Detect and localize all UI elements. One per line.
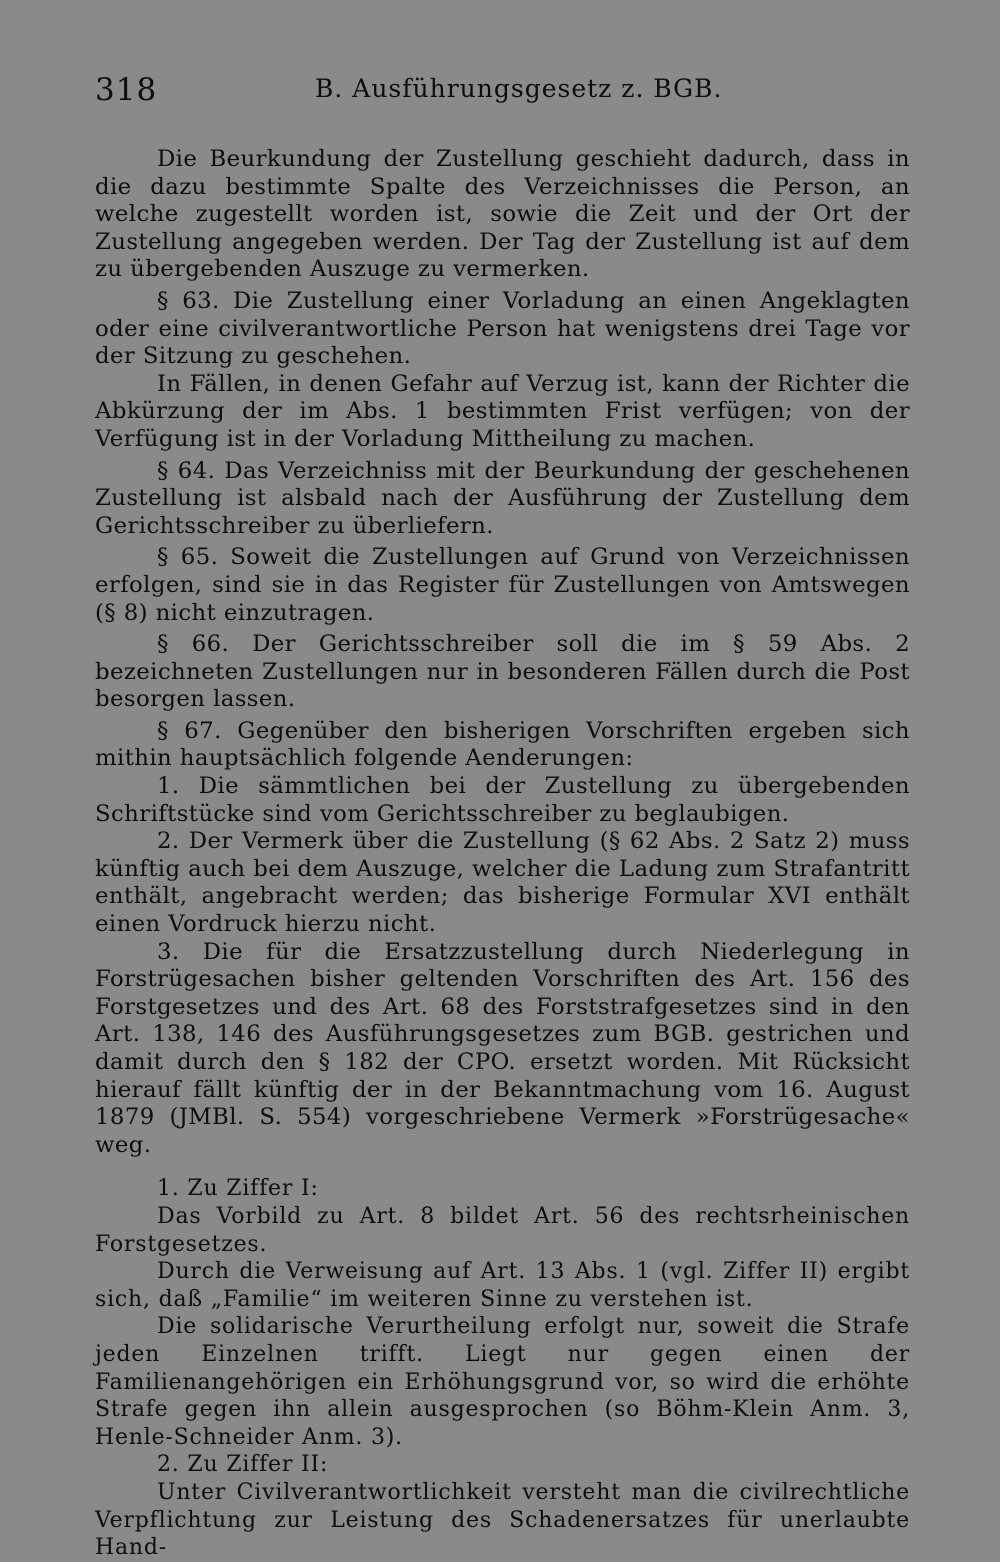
paragraph-section-64: § 64. Das Verzeichniss mit der Beurkundung der geschehenen Zustellung ist alsbald nach der Ausführung der Zustellung dem Gerichtsschreiber zu überliefern. [95, 457, 910, 539]
commentary-paragraph: Durch die Verweisung auf Art. 13 Abs. 1 (vgl. Ziffer II) ergibt sich, daß „Familie“ im weiteren Sinne zu verstehen ist. [95, 1259, 910, 1312]
commentary-heading-ziffer-1: 1. Zu Ziffer I: [157, 1176, 319, 1202]
paragraph-section-65: § 65. Soweit die Zustellungen auf Grund von Verzeichnissen erfolgen, sind sie in das Register für Zustellungen von Amtswegen (§ 8) nicht einzutragen. [95, 544, 910, 626]
commentary-paragraph: Das Vorbild zu Art. 8 bildet Art. 56 des rechtsrheinischen Forstgesetzes. [95, 1203, 910, 1257]
paragraph-section-63-abs-2: In Fällen, in denen Gefahr auf Verzug ist, kann der Richter die Abkürzung der im Abs. 1 bestimmten Frist verfügen; von der Verfügung ist in der Vorladung Mittheilung zu machen. [95, 370, 910, 452]
list-item-2: 2. Der Vermerk über die Zustellung (§ 62 Abs. 2 Satz 2) muss künftig auch bei dem Auszuge, welcher die Ladung zum Strafantritt enthält, angebracht werden; das bisherige Formular XVI enthält einen Vordruck hierzu nicht. [95, 828, 910, 938]
commentary-paragraph: Die solidarische Verurtheilung erfolgt nur, soweit die Strafe jeden Einzelnen trifft. Liegt nur gegen einen der Familienangehörigen ein Erhöhungsgrund vor, so wird die erhöhte Strafe gegen ihn allein ausgesprochen (so Böhm-Klein Anm. 3, Henle-Schneider Anm. 3). [95, 1314, 910, 1450]
body-text [95, 146, 910, 1562]
paragraph-section-63: § 63. Die Zustellung einer Vorladung an einen Angeklagten oder eine civilverantwortliche Person hat wenigstens drei Tage vor der Sitzung zu geschehen. [95, 287, 910, 370]
page-number: 318 [95, 72, 158, 108]
page-header [95, 72, 910, 112]
commentary-paragraph: Unter Civilverantwortlichkeit versteht man die civilrechtliche Verpflichtung zur Leistung des Schadenersatzes für unerlaubte Hand- [95, 1479, 910, 1561]
list-item-1: 1. Die sämmtlichen bei der Zustellung zu übergebenden Schriftstücke sind vom Gerichtsschreiber zu beglaubigen. [95, 773, 910, 827]
list-item-3: 3. Die für die Ersatzzustellung durch Niederlegung in Forstrügesachen bisher geltenden Vorschriften des Art. 156 des Forstgesetzes und des Art. 68 des Forststrafgesetzes sind in den Art. 138, 146 des Ausführungsgesetzes zum BGB. gestrichen und damit durch den § 182 der CPO. ersetzt worden. Mit Rücksicht hierauf fällt künftig der in der Bekanntmachung vom 16. August 1879 (JMBl. S. 554) vorgeschriebene Vermerk »Forstrügesache« weg. [95, 938, 910, 1158]
paragraph-beurkundung: Die Beurkundung der Zustellung geschieht dadurch, dass in die dazu bestimmte Spalte des Verzeichnisses die Person, an welche zugestellt worden ist, sowie die Zeit und der Ort der Zustellung angegeben werden. Der Tag der Zustellung ist auf dem zu übergebenden Auszuge zu vermerken. [95, 146, 910, 283]
paragraph-section-66: § 66. Der Gerichtsschreiber soll die im § 59 Abs. 2 bezeichneten Zustellungen nur in besonderen Fällen durch die Post besorgen lassen. [95, 631, 910, 713]
paragraph-section-67: § 67. Gegenüber den bisherigen Vorschriften ergeben sich mithin hauptsächlich folgende Aenderungen: [95, 717, 910, 772]
running-head: B. Ausführungsgesetz z. BGB. [315, 74, 723, 103]
commentary-heading-ziffer-2: 2. Zu Ziffer II: [157, 1452, 329, 1478]
